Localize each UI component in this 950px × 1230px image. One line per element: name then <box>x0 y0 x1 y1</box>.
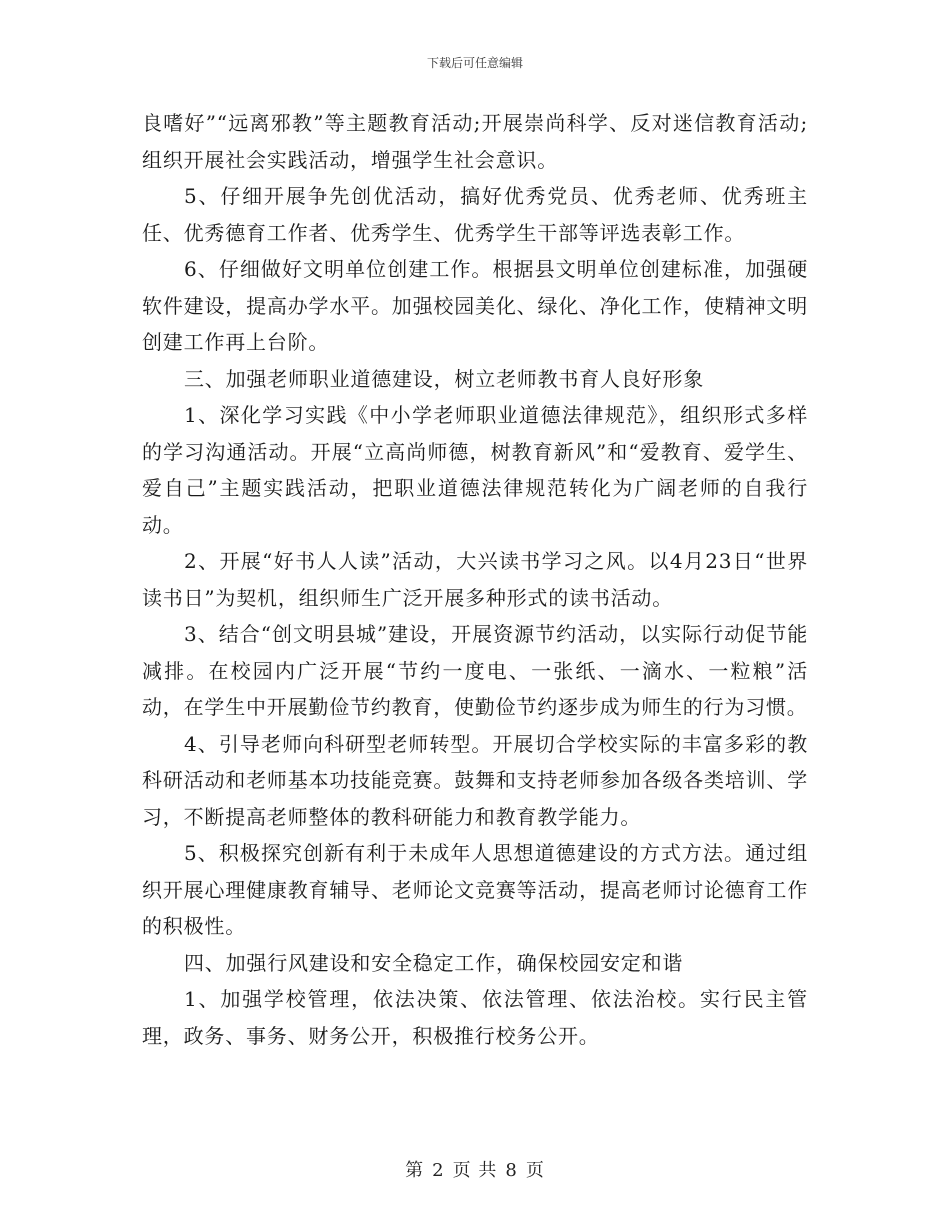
paragraph: 1、加强学校管理，依法决策、依法管理、依法治校。实行民主管理，政务、事务、财务公开，积极推行校务公开。 <box>142 987 808 1048</box>
section-heading: 四、加强行风建设和安全稳定工作，确保校园安定和谐 <box>184 950 684 975</box>
page-header <box>0 54 950 71</box>
footer-middle: 页 共 <box>452 1160 498 1181</box>
page-footer <box>0 1156 950 1182</box>
paragraph: 1、深化学习实践《中小学老师职业道德法律规范》，组织形式多样的学习沟通活动。开展“立高尚师德，树教育新风”和“爱教育、爱学生、爱自己”主题实践活动，把职业道德法律规范转化为广阔老师的自我行动。 <box>142 403 808 537</box>
current-page-number: 2 <box>432 1160 445 1181</box>
header-text: 下载后可任意编辑 <box>426 56 523 70</box>
footer-suffix: 页 <box>525 1160 545 1181</box>
paragraph: 6、仔细做好文明单位创建工作。根据县文明单位创建标准，加强硬软件建设，提高办学水平。加强校园美化、绿化、净化工作，使精神文明创建工作再上台阶。 <box>142 257 808 354</box>
paragraph: 5、仔细开展争先创优活动，搞好优秀党员、优秀老师、优秀班主任、优秀德育工作者、优秀学生、优秀学生干部等评选表彰工作。 <box>142 184 808 245</box>
document-body <box>142 105 808 1054</box>
paragraph: 5、积极探究创新有利于未成年人思想道德建设的方式方法。通过组织开展心理健康教育辅导、老师论文竞赛等活动，提高老师讨论德育工作的积极性。 <box>142 841 808 938</box>
paragraph: 良嗜好”“远离邪教”等主题教育活动;开展崇尚科学、反对迷信教育活动;组织开展社会实践活动，增强学生社会意识。 <box>142 111 808 172</box>
paragraph: 4、引导老师向科研型老师转型。开展切合学校实际的丰富多彩的教科研活动和老师基本功技能竞赛。鼓舞和支持老师参加各级各类培训、学习，不断提高老师整体的教科研能力和教育教学能力。 <box>142 731 808 829</box>
paragraph: 3、结合“创文明县城”建设，开展资源节约活动，以实际行动促节能减排。在校园内广泛开展“节约一度电、一张纸、一滴水、一粒粮”活动，在学生中开展勤俭节约教育，使勤俭节约逐步成为师生的行为习惯。 <box>142 622 808 719</box>
section-heading: 三、加强老师职业道德建设，树立老师教书育人良好形象 <box>184 366 704 391</box>
paragraph: 2、开展“好书人人读”活动，大兴读书学习之风。以4月23日“世界读书日”为契机，组织师生广泛开展多种形式的读书活动。 <box>142 549 808 610</box>
total-page-count: 8 <box>505 1160 518 1181</box>
footer-prefix: 第 <box>405 1160 425 1181</box>
